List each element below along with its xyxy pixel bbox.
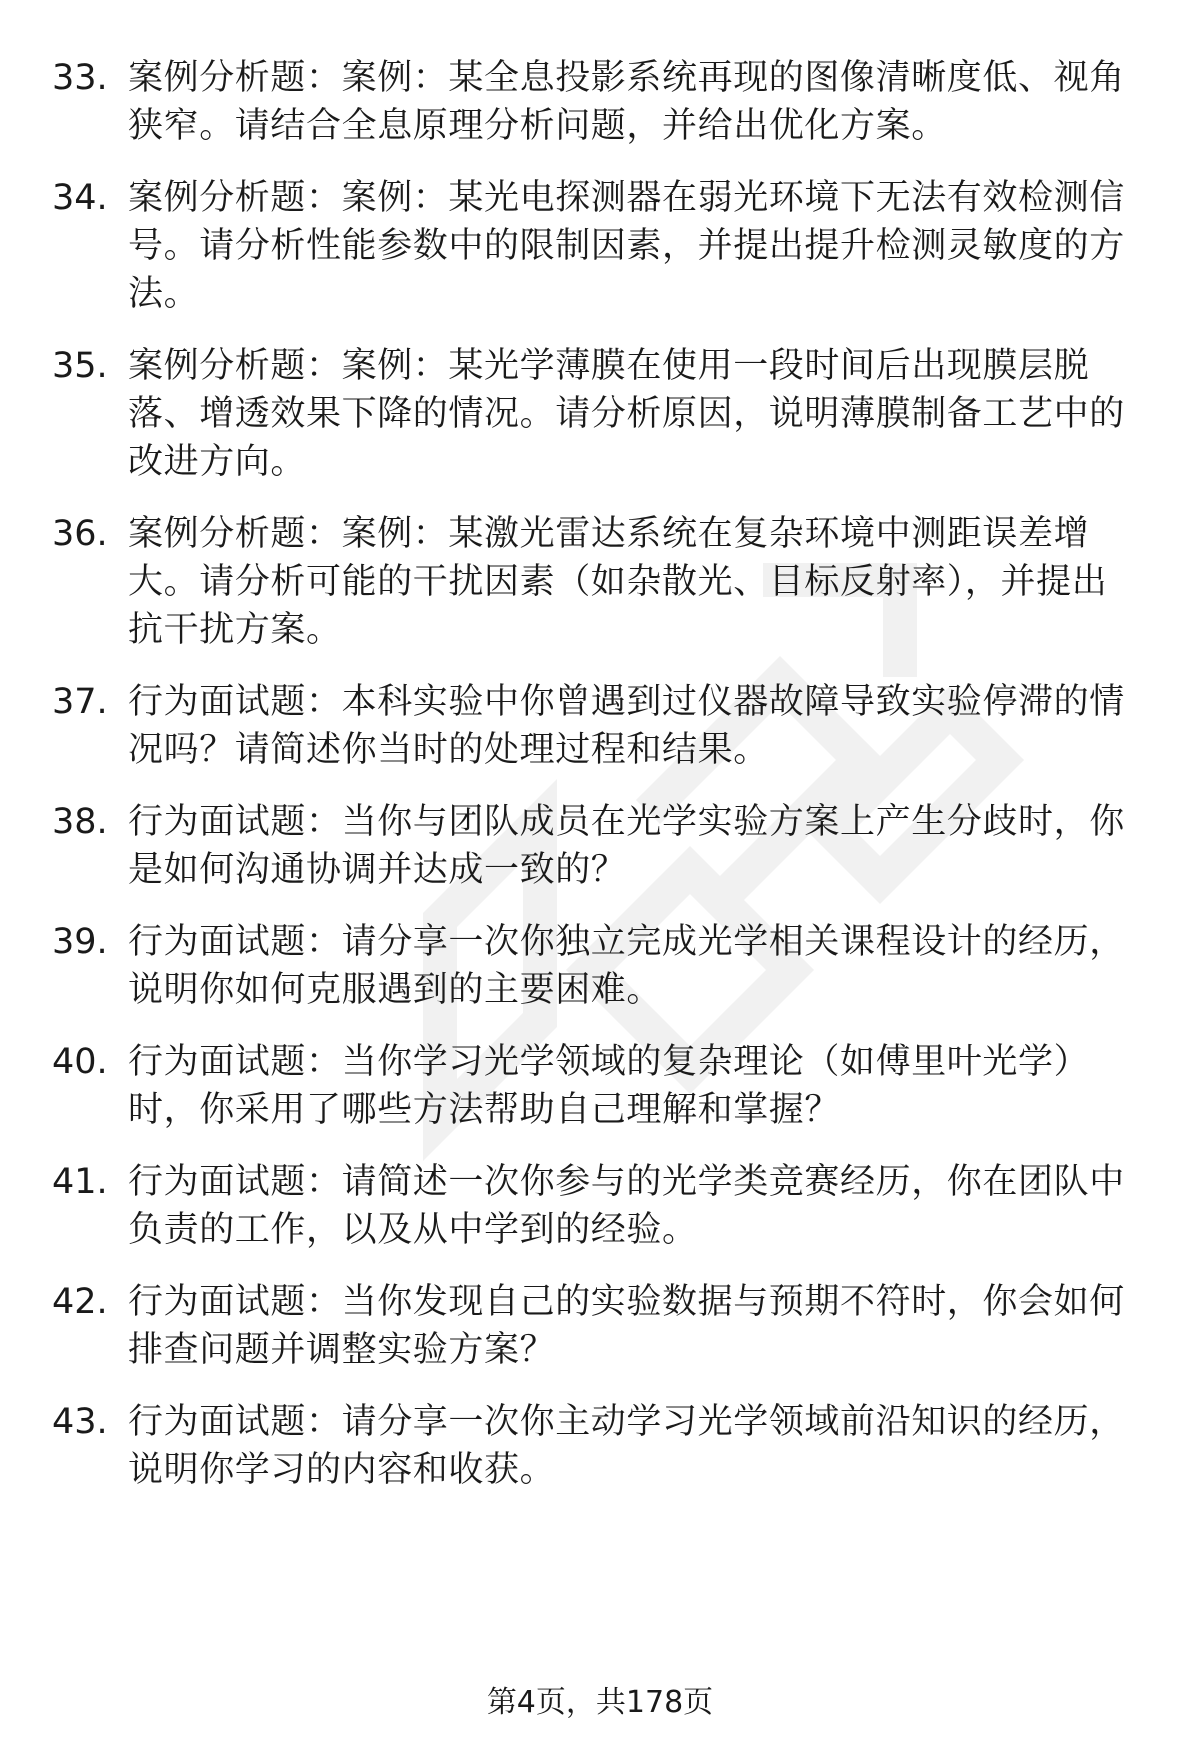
page-number-footer: 第4页，共178页 <box>486 1685 714 1720</box>
question-text: 行为面试题：请分享一次你主动学习光学领域前沿知识的经历，说明你学习的内容和收获。 <box>128 1402 1125 1490</box>
list-item <box>0 342 1200 486</box>
list-item <box>0 54 1200 150</box>
question-number: 37. <box>52 682 108 722</box>
question-text: 案例分析题：案例：某全息投影系统再现的图像清晰度低、视角狭窄。请结合全息原理分析问题，并给出优化方案。 <box>128 58 1125 146</box>
question-number: 35. <box>52 346 108 386</box>
question-text: 案例分析题：案例：某光电探测器在弱光环境下无法有效检测信号。请分析性能参数中的限制因素，并提出提升检测灵敏度的方法。 <box>128 178 1125 314</box>
question-number: 34. <box>52 178 108 218</box>
list-item <box>0 510 1200 654</box>
question-text: 行为面试题：当你学习光学领域的复杂理论（如傅里叶光学）时，你采用了哪些方法帮助自己理解和掌握？ <box>128 1042 1090 1130</box>
question-text: 行为面试题：请分享一次你独立完成光学相关课程设计的经历，说明你如何克服遇到的主要困难。 <box>128 922 1125 1010</box>
question-text: 案例分析题：案例：某激光雷达系统在复杂环境中测距误差增大。请分析可能的干扰因素（如杂散光、目标反射率），并提出抗干扰方案。 <box>128 514 1108 650</box>
question-number: 38. <box>52 802 108 842</box>
list-item <box>0 798 1200 894</box>
question-number: 33. <box>52 58 108 98</box>
list-item <box>0 1038 1200 1134</box>
list-item <box>0 918 1200 1014</box>
question-number: 41. <box>52 1162 108 1202</box>
list-item <box>0 678 1200 774</box>
question-list <box>0 54 1200 1518</box>
question-text: 行为面试题：当你发现自己的实验数据与预期不符时，你会如何排查问题并调整实验方案？ <box>128 1282 1125 1370</box>
question-text: 行为面试题：本科实验中你曾遇到过仪器故障导致实验停滞的情况吗？请简述你当时的处理过程和结果。 <box>128 682 1125 770</box>
question-number: 43. <box>52 1402 108 1442</box>
question-text: 行为面试题：当你与团队成员在光学实验方案上产生分歧时，你是如何沟通协调并达成一致的？ <box>128 802 1125 890</box>
list-item <box>0 1398 1200 1494</box>
list-item <box>0 1158 1200 1254</box>
question-text: 案例分析题：案例：某光学薄膜在使用一段时间后出现膜层脱落、增透效果下降的情况。请分析原因，说明薄膜制备工艺中的改进方向。 <box>128 346 1125 482</box>
question-text: 行为面试题：请简述一次你参与的光学类竞赛经历，你在团队中负责的工作，以及从中学到的经验。 <box>128 1162 1125 1250</box>
list-item <box>0 1278 1200 1374</box>
question-number: 36. <box>52 514 108 554</box>
question-number: 40. <box>52 1042 108 1082</box>
list-item <box>0 174 1200 318</box>
question-number: 42. <box>52 1282 108 1322</box>
question-number: 39. <box>52 922 108 962</box>
